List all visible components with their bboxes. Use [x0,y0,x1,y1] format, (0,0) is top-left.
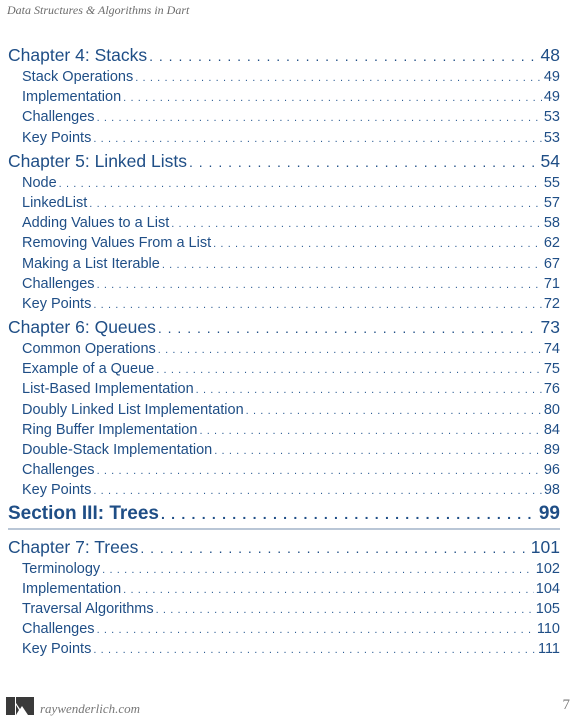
toc-entry-page[interactable]: 67 [543,255,560,272]
toc-entry-page[interactable]: 98 [543,482,560,499]
toc-entry-title[interactable]: Chapter 7: Trees [8,536,139,557]
toc-entry-title[interactable]: Node [22,174,57,191]
toc-item-row[interactable] [8,294,560,314]
toc-entry-page[interactable]: 62 [543,235,560,252]
toc-entry-page[interactable]: 49 [543,69,560,85]
toc-entry-title[interactable]: Challenges [22,621,95,638]
toc-item-row[interactable] [8,173,560,193]
toc-entry-title[interactable]: Key Points [22,129,92,146]
toc-entry-title[interactable]: Common Operations [22,341,156,358]
footer-site-link[interactable]: raywenderlich.com [40,701,141,716]
toc-entry-title[interactable]: Section III: Trees [8,502,159,524]
dot-leader [196,380,542,399]
toc-chapter-row[interactable] [8,316,560,339]
toc-entry-title[interactable]: Adding Values to a List [22,215,170,232]
toc-entry-title[interactable]: Challenges [22,275,95,292]
toc-entry-page[interactable]: 101 [530,536,560,557]
toc-entry-page[interactable]: 53 [543,109,560,126]
dot-leader [102,560,534,579]
toc-entry-page[interactable]: 84 [543,421,560,438]
toc-item-row[interactable] [8,599,560,619]
dot-leader [158,317,539,339]
toc-item-row[interactable] [8,107,560,127]
dot-leader [199,421,541,440]
toc-entry-page[interactable]: 104 [535,580,560,597]
running-head: Data Structures & Algorithms in Dart [7,3,190,17]
toc-entry-title[interactable]: Making a List Iterable [22,255,160,272]
page-number: 7 [562,697,570,713]
toc-entry-title[interactable]: Stack Operations [22,69,134,85]
toc-entry-page[interactable]: 72 [543,295,560,312]
toc-item-row[interactable] [8,274,560,294]
toc-entry-page[interactable]: 111 [537,641,560,658]
toc-entry-title[interactable]: Doubly Linked List Implementation [22,401,244,418]
raywenderlich-logo-icon [6,697,34,715]
toc-entry-title[interactable]: Key Points [22,295,92,312]
toc-entry-title[interactable]: List-Based Implementation [22,381,194,398]
toc-entry-page[interactable]: 102 [535,560,560,577]
dot-leader [93,640,536,659]
toc-item-row[interactable] [8,639,560,659]
toc-item-row[interactable] [8,359,560,379]
toc-entry-title[interactable]: Implementation [22,580,122,597]
dot-leader [97,275,542,294]
dot-leader [156,360,542,379]
toc-entry-title[interactable]: Terminology [22,560,101,577]
toc-entry-title[interactable]: Example of a Queue [22,361,155,378]
toc-item-row[interactable] [8,87,560,107]
toc-item-row[interactable] [8,379,560,399]
toc-item-row[interactable] [8,233,560,253]
toc-entry-title[interactable]: LinkedList [22,194,88,211]
dot-leader [123,580,534,599]
toc-entry-page[interactable]: 73 [540,317,560,338]
dot-leader [97,108,542,127]
toc-item-row[interactable] [8,400,560,420]
toc-entry-page[interactable]: 99 [538,502,560,524]
toc-entry-title[interactable]: Key Points [22,641,92,658]
toc-entry-title[interactable]: Implementation [22,89,122,106]
dot-leader [189,151,539,173]
dot-leader [89,194,542,213]
toc-item-row[interactable] [8,254,560,274]
toc-entry-page[interactable]: 53 [543,129,560,146]
dot-leader [93,481,542,500]
toc-entry-title[interactable]: Challenges [22,109,95,126]
toc-entry-page[interactable]: 54 [540,150,560,171]
toc-item-row[interactable] [8,213,560,233]
toc-chapter-row[interactable] [8,44,560,67]
toc-entry-page[interactable]: 55 [543,174,560,191]
toc-item-row[interactable] [8,559,560,579]
dot-leader [149,45,538,67]
toc-entry-page[interactable]: 48 [540,45,560,65]
toc-item-row[interactable] [8,128,560,148]
toc-entry-page[interactable]: 110 [536,621,560,638]
dot-leader [213,234,542,253]
toc-entry-title[interactable]: Removing Values From a List [22,235,212,252]
dot-leader [161,501,537,527]
dot-leader [214,441,542,460]
toc-entry-page[interactable]: 105 [535,600,560,617]
dot-leader [162,255,542,274]
dot-leader [158,340,542,359]
toc-entry-page[interactable]: 74 [543,341,560,358]
dot-leader [140,537,528,559]
toc-item-row[interactable] [8,480,560,500]
toc-chapter-row[interactable] [8,536,560,559]
toc-entry-title[interactable]: Chapter 6: Queues [8,317,156,338]
toc-entry-title[interactable]: Chapter 4: Stacks [8,45,148,65]
toc-item-row[interactable] [8,420,560,440]
table-of-contents [8,42,560,660]
dot-leader [123,88,542,107]
dot-leader [59,174,542,193]
dot-leader [156,600,534,619]
toc-entry-title[interactable]: Chapter 5: Linked Lists [8,150,187,171]
toc-entry-page[interactable]: 76 [543,381,560,398]
dot-leader [135,68,542,87]
toc-entry-page[interactable]: 58 [543,215,560,232]
dot-leader [97,461,542,480]
toc-item-row[interactable] [8,193,560,213]
toc-entry-title[interactable]: Ring Buffer Implementation [22,421,198,438]
toc-chapter-row[interactable] [8,150,560,173]
toc-section-row[interactable] [8,501,560,530]
toc-entry-page[interactable]: 57 [543,194,560,211]
toc-entry-page[interactable]: 75 [543,361,560,378]
toc-item-row[interactable] [8,339,560,359]
toc-entry-title[interactable]: Challenges [22,462,95,479]
toc-item-row[interactable] [8,67,560,87]
toc-entry-title[interactable]: Traversal Algorithms [22,600,154,617]
dot-leader [93,129,542,148]
toc-item-row[interactable] [8,460,560,480]
toc-item-row[interactable] [8,440,560,460]
toc-entry-page[interactable]: 71 [543,275,560,292]
toc-item-row[interactable] [8,619,560,639]
toc-item-row[interactable] [8,579,560,599]
toc-entry-page[interactable]: 89 [543,442,560,458]
toc-entry-title[interactable]: Key Points [22,482,92,499]
dot-leader [93,295,542,314]
dot-leader [171,214,542,233]
toc-entry-title[interactable]: Double-Stack Implementation [22,442,213,458]
toc-entry-page[interactable]: 96 [543,462,560,479]
dot-leader [97,620,535,639]
dot-leader [246,401,542,420]
toc-entry-page[interactable]: 80 [543,401,560,418]
toc-entry-page[interactable]: 49 [543,89,560,106]
